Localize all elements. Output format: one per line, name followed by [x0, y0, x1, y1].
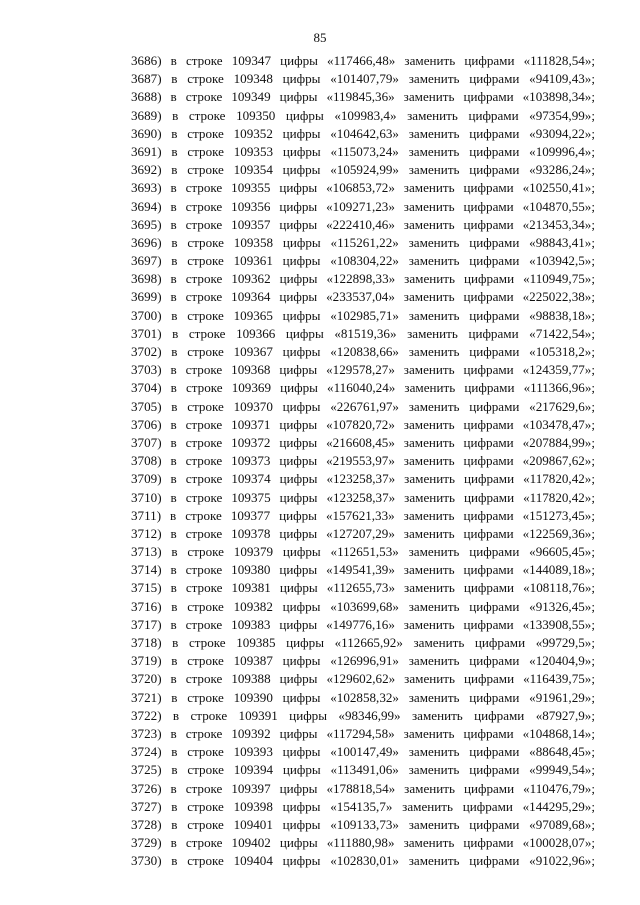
amendment-line: 3720) в строке 109388 цифры «129602,62» заменить цифрами «116439,75»;: [131, 671, 595, 687]
amendment-line: 3724) в строке 109393 цифры «100147,49» заменить цифрами «88648,45»;: [131, 744, 595, 760]
amendment-line: 3698) в строке 109362 цифры «122898,33» заменить цифрами «110949,75»;: [131, 271, 595, 287]
amendment-line: 3695) в строке 109357 цифры «222410,46» заменить цифрами «213453,34»;: [131, 216, 595, 232]
amendment-line: 3704) в строке 109369 цифры «116040,24» заменить цифрами «111366,96»;: [131, 380, 595, 396]
amendment-line: 3718) в строке 109385 цифры «112665,92» заменить цифрами «99729,5»;: [131, 635, 595, 650]
amendment-line: 3717) в строке 109383 цифры «149776,16» заменить цифрами «133908,55»;: [131, 616, 595, 632]
amendment-line: 3726) в строке 109397 цифры «178818,54» заменить цифрами «110476,79»;: [131, 780, 595, 796]
amendment-line: 3687) в строке 109348 цифры «101407,79» заменить цифрами «94109,43»;: [131, 71, 595, 87]
amendment-line: 3709) в строке 109374 цифры «123258,37» заменить цифрами «117820,42»;: [131, 471, 595, 487]
amendment-line: 3727) в строке 109398 цифры «154135,7» заменить цифрами «144295,29»;: [131, 798, 595, 814]
amendment-line: 3723) в строке 109392 цифры «117294,58» заменить цифрами «104868,14»;: [131, 725, 595, 741]
amendment-line: 3697) в строке 109361 цифры «108304,22» заменить цифрами «103942,5»;: [131, 253, 595, 269]
amendment-line: 3725) в строке 109394 цифры «113491,06» заменить цифрами «99949,54»;: [131, 762, 595, 778]
amendment-line: 3715) в строке 109381 цифры «112655,73» заменить цифрами «108118,76»;: [131, 580, 595, 596]
amendment-line: 3705) в строке 109370 цифры «226761,97» заменить цифрами «217629,6»;: [131, 398, 595, 414]
amendment-line: 3691) в строке 109353 цифры «115073,24» заменить цифрами «109996,4»;: [131, 143, 595, 159]
amendment-line: 3689) в строке 109350 цифры «109983,4» заменить цифрами «97354,99»;: [131, 107, 595, 123]
amendment-line: 3728) в строке 109401 цифры «109133,73» заменить цифрами «97089,68»;: [131, 816, 595, 832]
amendment-line: 3711) в строке 109377 цифры «157621,33» заменить цифрами «151273,45»;: [131, 507, 595, 523]
amendment-line: 3708) в строке 109373 цифры «219553,97» заменить цифрами «209867,62»;: [131, 453, 595, 469]
amendment-line: 3696) в строке 109358 цифры «115261,22» заменить цифрами «98843,41»;: [131, 234, 595, 250]
amendment-line: 3702) в строке 109367 цифры «120838,66» заменить цифрами «105318,2»;: [131, 344, 595, 359]
amendment-line: 3716) в строке 109382 цифры «103699,68» заменить цифрами «91326,45»;: [131, 598, 595, 614]
amendment-line: 3700) в строке 109365 цифры «102985,71» заменить цифрами «98838,18»;: [131, 307, 595, 323]
amendment-line: 3713) в строке 109379 цифры «112651,53» заменить цифрами «96605,45»;: [131, 544, 595, 560]
amendment-line: 3707) в строке 109372 цифры «216608,45» заменить цифрами «207884,99»;: [131, 434, 595, 450]
amendment-line: 3712) в строке 109378 цифры «127207,29» заменить цифрами «122569,36»;: [131, 525, 595, 541]
amendment-line: 3688) в строке 109349 цифры «119845,36» заменить цифрами «103898,34»;: [131, 89, 595, 105]
amendment-line: 3690) в строке 109352 цифры «104642,63» заменить цифрами «93094,22»;: [131, 125, 595, 141]
amendment-line: 3722) в строке 109391 цифры «98346,99» заменить цифрами «87927,9»;: [131, 707, 595, 723]
amendment-line: 3706) в строке 109371 цифры «107820,72» заменить цифрами «103478,47»;: [131, 416, 595, 432]
amendment-line: 3694) в строке 109356 цифры «109271,23» заменить цифрами «104870,55»;: [131, 198, 595, 214]
amendment-list: [131, 52, 595, 870]
amendment-line: 3721) в строке 109390 цифры «102858,32» заменить цифрами «91961,29»;: [131, 689, 595, 705]
amendment-line: 3699) в строке 109364 цифры «233537,04» заменить цифрами «225022,38»;: [131, 289, 595, 305]
amendment-line: 3701) в строке 109366 цифры «81519,36» заменить цифрами «71422,54»;: [131, 325, 595, 341]
amendment-line: 3692) в строке 109354 цифры «105924,99» заменить цифрами «93286,24»;: [131, 162, 595, 178]
amendment-line: 3719) в строке 109387 цифры «126996,91» заменить цифрами «120404,9»;: [131, 653, 595, 669]
amendment-line: 3729) в строке 109402 цифры «111880,98» заменить цифрами «100028,07»;: [131, 835, 595, 851]
page-number: 85: [313, 30, 327, 45]
amendment-line: 3703) в строке 109368 цифры «129578,27» заменить цифрами «124359,77»;: [131, 362, 595, 378]
amendment-line: 3714) в строке 109380 цифры «149541,39» заменить цифрами «144089,18»;: [131, 562, 595, 578]
amendment-line: 3693) в строке 109355 цифры «106853,72» заменить цифрами «102550,41»;: [131, 180, 595, 196]
amendment-line: 3730) в строке 109404 цифры «102830,01» заменить цифрами «91022,96»;: [131, 853, 595, 869]
amendment-line: 3710) в строке 109375 цифры «123258,37» заменить цифрами «117820,42»;: [131, 489, 595, 505]
amendment-line: 3686) в строке 109347 цифры «117466,48» заменить цифрами «111828,54»;: [131, 53, 595, 68]
